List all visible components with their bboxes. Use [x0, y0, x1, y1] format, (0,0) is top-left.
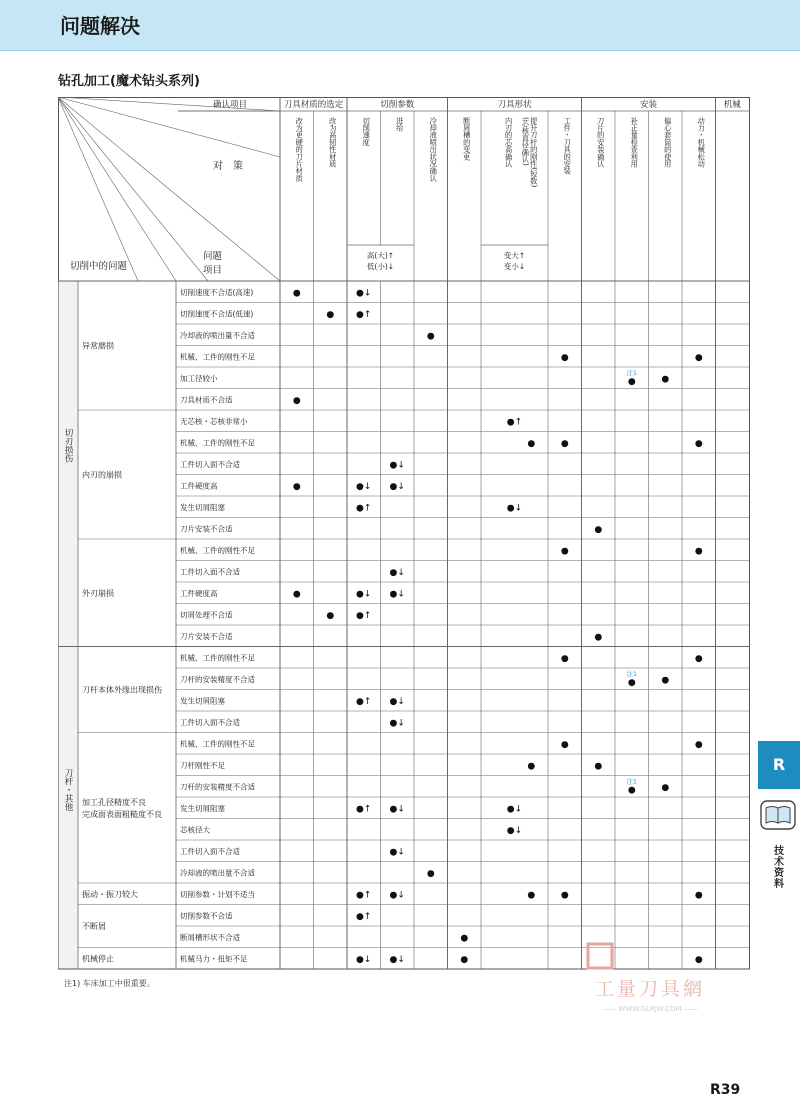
cell-mark: ● — [460, 954, 469, 965]
row-item: 无芯核・芯核非常小 — [180, 416, 248, 426]
row-item: 发生切屑阻塞 — [180, 803, 225, 813]
cell-mark: ●↓ — [389, 589, 405, 600]
cell-mark: ● — [661, 782, 670, 793]
cell-mark: ●↑ — [356, 309, 372, 320]
row-item: 刀杆的安装精度不合适 — [180, 782, 255, 792]
header-diagonal — [58, 97, 138, 281]
book-icon — [760, 800, 796, 830]
cell-mark: ●↓ — [356, 481, 372, 492]
cell-mark: ●↓ — [389, 890, 405, 901]
header-diagonal — [58, 97, 208, 281]
group-header: 机械 — [723, 100, 741, 110]
sub-category: 内刃的崩损 — [82, 470, 122, 480]
sub-category: 外刃崩损 — [82, 588, 114, 598]
row-item: 冷却液的喷出量不合适 — [180, 330, 255, 340]
cell-mark: ●↓ — [389, 460, 405, 471]
cell-mark: ●↓ — [356, 589, 372, 600]
group-header: 安装 — [639, 100, 658, 110]
cell-mark: ● — [292, 589, 301, 600]
main-category: 切刃损伤 — [63, 428, 73, 463]
column-header: 冷却液喷出状况确认 — [429, 117, 439, 182]
column-header: 进给 — [395, 117, 405, 132]
row-item: 切削参数不合适 — [180, 911, 233, 921]
troubleshooting-table — [58, 97, 750, 972]
header-diagonal — [58, 97, 280, 281]
sub-category: 刀杆本体外缘出现损伤 — [82, 685, 162, 695]
watermark — [560, 940, 740, 1020]
main-category: 刀杆・其他 — [63, 768, 73, 811]
sub-category: 加工孔径精度不良 — [82, 797, 146, 807]
cell-mark: ● — [594, 524, 603, 535]
column-header: 工件・刀具的安装 — [563, 117, 573, 175]
cell-mark: ● — [426, 868, 435, 879]
row-item: 发生切屑阻塞 — [180, 696, 225, 706]
column-header: 切削速度 — [362, 117, 372, 146]
cell-mark: ● — [560, 352, 569, 363]
row-item: 切屑处理不合适 — [180, 610, 233, 620]
cell-mark: ●↓ — [389, 804, 405, 815]
row-item: 刀片安装不合适 — [180, 524, 233, 534]
cell-mark: ●↓ — [356, 288, 372, 299]
cell-mark: ● — [694, 438, 703, 449]
header-diagonal — [58, 97, 176, 281]
column-header: 改为更硬的刀片材质 — [295, 117, 305, 182]
item-q-label: 问题 — [203, 251, 223, 262]
row-item: 机械、工件的刚性不足 — [180, 352, 255, 362]
row-item: 刀杆的安装精度不合适 — [180, 674, 255, 684]
cell-mark: ● — [694, 890, 703, 901]
cell-mark: ●↓ — [389, 954, 405, 965]
cell-mark: ● — [527, 438, 536, 449]
watermark-logo-icon — [588, 944, 612, 968]
cell-mark: ● — [292, 288, 301, 299]
group-header: 刀具形状 — [497, 100, 532, 110]
row-item: 工件切入面不合适 — [180, 846, 240, 856]
row-item: 机械马力・扭矩不足 — [180, 954, 248, 964]
column-header: 动力・机械松动 — [697, 117, 707, 168]
cell-mark: ● — [292, 481, 301, 492]
page-number: R39 — [710, 1082, 741, 1098]
sub-category: 机械停止 — [82, 954, 114, 964]
hint-cut-up: 高(大)↑ — [366, 251, 395, 260]
cell-mark: ● — [661, 675, 670, 686]
cell-mark: ●↑ — [356, 804, 372, 815]
group-header: 切削参数 — [380, 100, 415, 110]
hint-shape-up: 变大↑ — [503, 251, 526, 260]
cell-mark: ● — [694, 546, 703, 557]
cell-mark: ● — [460, 933, 469, 944]
cell-mark: ●↑ — [356, 890, 372, 901]
note-marker: 注1 — [626, 368, 638, 377]
row-item: 机械、工件的刚性不足 — [180, 739, 255, 749]
cell-mark: ● — [627, 785, 636, 796]
side-label: 技术资料 — [774, 846, 784, 890]
sub-category: 振动・振刀较大 — [82, 889, 138, 899]
row-item: 刀片安装不合适 — [180, 631, 233, 641]
cell-mark: ● — [694, 954, 703, 965]
column-header: 提升刀杆的刚性(短数) — [529, 117, 539, 188]
row-item: 发生切屑阻塞 — [180, 502, 225, 512]
cell-mark: ● — [627, 376, 636, 387]
sub-category: 异常磨损 — [82, 341, 114, 351]
column-header: 偏心套筒的使用 — [663, 117, 673, 168]
row-item: 机械、工件的刚性不足 — [180, 653, 255, 663]
cell-mark: ●↑ — [356, 503, 372, 514]
cell-mark: ●↓ — [389, 696, 405, 707]
row-item: 刀具材质不合适 — [180, 395, 233, 405]
hint-shape-down: 变小↓ — [503, 262, 526, 271]
cell-mark: ● — [594, 761, 603, 772]
row-item: 机械、工件的刚性不足 — [180, 438, 255, 448]
cell-mark: ● — [426, 331, 435, 342]
row-item: 加工径较小 — [180, 373, 218, 383]
row-item: 切削速度不合适(低速) — [180, 309, 254, 319]
header-bar — [0, 0, 800, 51]
cell-mark: ●↓ — [506, 825, 523, 836]
cell-mark: ● — [694, 739, 703, 750]
column-header: 刀片的安装确认 — [596, 117, 606, 168]
column-header: (芯核直径确认) — [521, 117, 531, 166]
note-marker: 注1 — [626, 669, 638, 678]
row-item: 机械、工件的刚性不足 — [180, 545, 255, 555]
cell-mark: ●↓ — [389, 567, 405, 578]
cell-mark: ● — [560, 653, 569, 664]
cell-mark: ● — [627, 677, 636, 688]
column-header: 断屑槽的变更 — [462, 117, 472, 161]
sub-category: 完成面表面粗糙度不良 — [82, 809, 162, 819]
row-item: 工件切入面不合适 — [180, 567, 240, 577]
cell-mark: ●↓ — [506, 503, 523, 514]
cell-mark: ●↓ — [506, 804, 523, 815]
cell-mark: ● — [560, 546, 569, 557]
section-title: 钻孔加工(魔术钻头系列) — [58, 74, 200, 89]
cell-mark: ●↓ — [389, 718, 405, 729]
cell-mark: ●↑ — [356, 610, 372, 621]
table-svg — [58, 97, 750, 972]
row-item: 工件硬度高 — [180, 588, 218, 598]
page-title: 问题解决 — [60, 14, 140, 38]
cell-mark: ● — [527, 761, 536, 772]
cell-mark: ●↑ — [356, 911, 372, 922]
row-item: 切削速度不合适(高速) — [180, 287, 254, 297]
table-border — [59, 98, 750, 970]
sub-category: 不断屑 — [82, 922, 106, 931]
row-item: 断屑槽形状不合适 — [180, 932, 240, 942]
cell-mark: ●↓ — [356, 954, 372, 965]
watermark-name: 工量刀具網 — [594, 978, 706, 1000]
cell-mark: ● — [292, 395, 301, 406]
cell-mark: ●↑ — [356, 696, 372, 707]
cell-mark: ● — [560, 890, 569, 901]
measures-label: 对 策 — [213, 161, 243, 172]
cell-mark: ● — [594, 632, 603, 643]
cell-mark: ● — [694, 352, 703, 363]
cell-mark: ●↓ — [389, 481, 405, 492]
cell-mark: ● — [326, 610, 335, 621]
cell-mark: ● — [527, 890, 536, 901]
cell-mark: ● — [560, 438, 569, 449]
column-header: 补正量检查利用 — [630, 117, 640, 168]
note-marker: 注1 — [626, 777, 638, 786]
cell-mark: ● — [326, 309, 335, 320]
section-tab-r[interactable]: R — [758, 741, 800, 789]
watermark-url: —— WWW.GLRJW.COM —— — [602, 1005, 698, 1013]
cat-band — [59, 282, 78, 969]
row-item: 芯核径大 — [180, 825, 210, 835]
row-item: 工件切入面不合适 — [180, 717, 240, 727]
footnote: 注1) 车床加工中很重要。 — [64, 979, 155, 988]
hint-cut-down: 低(小)↓ — [366, 262, 395, 271]
column-header: 内刃的芯高确认 — [504, 117, 514, 168]
problem-label: 切削中的问题 — [70, 261, 128, 272]
row-item: 工件硬度高 — [180, 481, 218, 491]
cell-mark: ● — [694, 653, 703, 664]
row-item: 冷却液的喷出量不合适 — [180, 868, 255, 878]
group-header: 刀具材质的选定 — [283, 100, 344, 110]
cell-mark: ● — [560, 739, 569, 750]
cell-mark: ●↓ — [389, 847, 405, 858]
item-i-label: 项目 — [203, 265, 223, 276]
column-header: 改为高韧性材质 — [328, 117, 338, 168]
cell-mark: ●↑ — [506, 417, 523, 428]
row-item: 刀杆刚性不足 — [180, 760, 225, 770]
row-item: 切削参数・计划不适当 — [180, 889, 255, 899]
row-item: 工件切入面不合适 — [180, 459, 240, 469]
cell-mark: ● — [661, 374, 670, 385]
confirm-label: 确认项目 — [212, 100, 248, 110]
